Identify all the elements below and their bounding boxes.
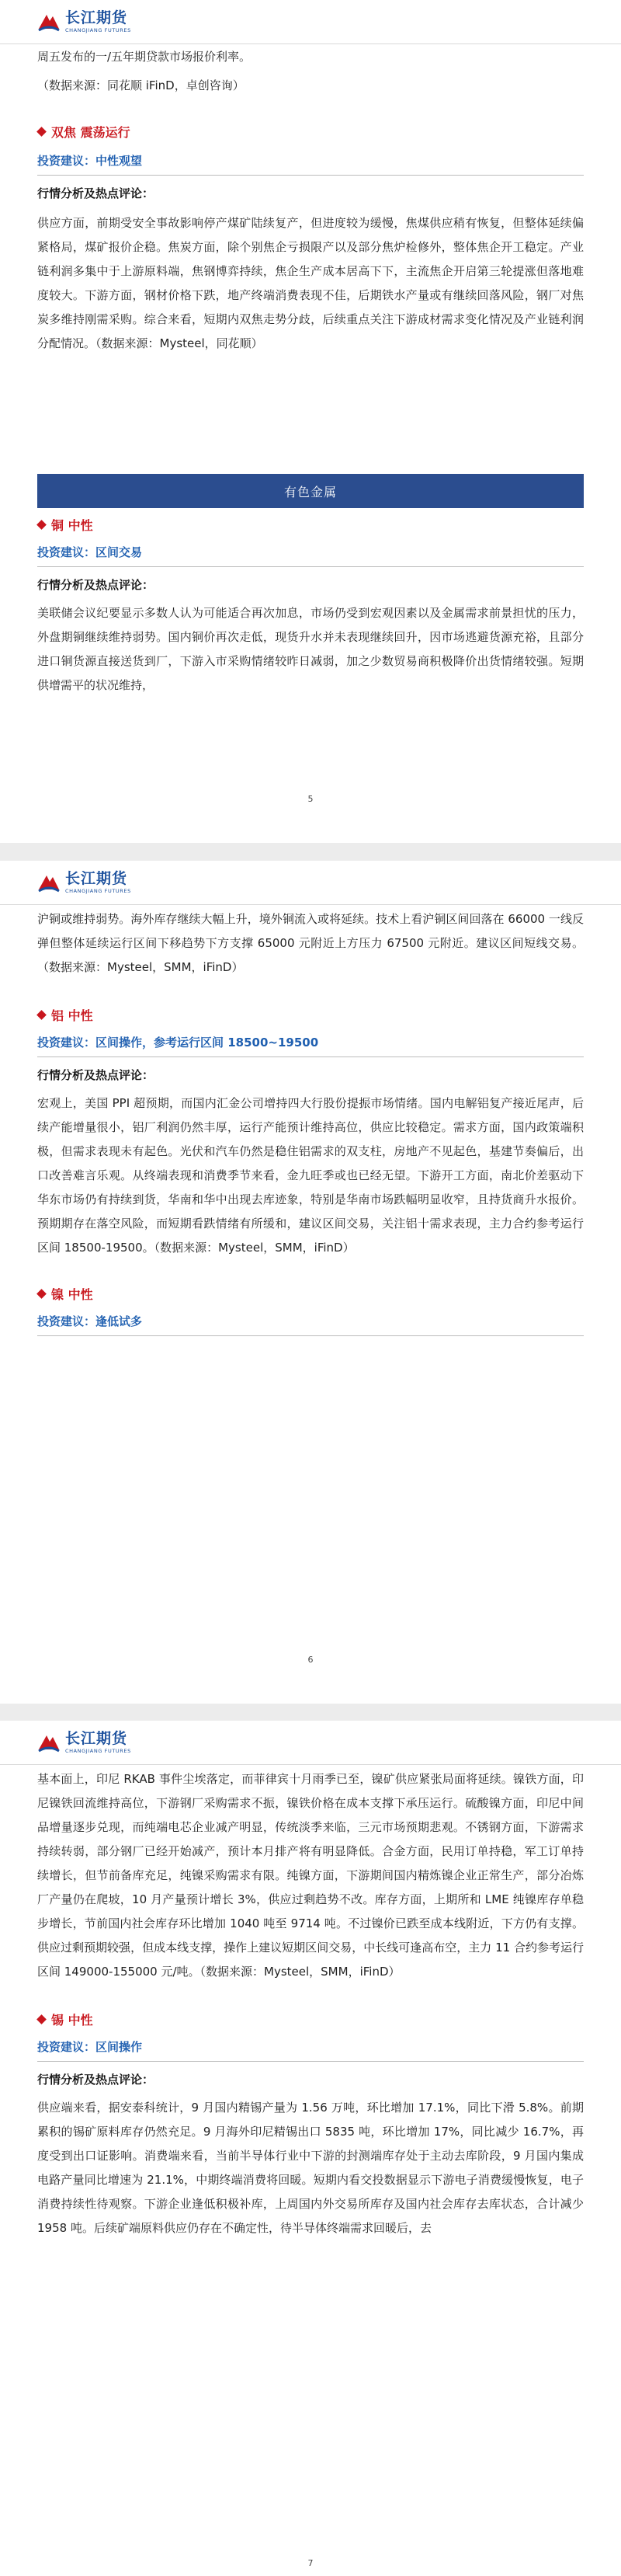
diamond-bullet-icon	[36, 127, 47, 137]
coke-analysis-text: 供应方面，前期受安全事故影响停产煤矿陆续复产，但进度较为缓慢，焦煤供应稍有恢复，但整体延续偏紧格局，煤矿报价企稳。焦炭方面，除个别焦企亏损限产以及部分焦炉检修外，整体焦企开工稳定。产业链利润多集中于上游原料端，焦钢博弈持续，焦企生产成本居高下下，主流焦企开启第三轮提涨但落地难度较大。下游方面，钢材价格下跌，地产终端消费表现不佳，后期铁水产量或有继续回落风险，钢厂对焦炭多维持刚需采购。综合来看，短期内双焦走势分歧，后续重点关注下游成材需求变化情况及产业链利润分配情况。（数据来源：Mysteel，同花顺）	[37, 216, 584, 350]
logo-name-cn: 长江期货	[65, 1729, 128, 1747]
tin-investment-advice: 投资建议：区间操作	[37, 2040, 143, 2054]
pdf-page-6	[0, 861, 621, 1704]
copper-analysis-text: 美联储会议纪要显示多数人认为可能适合再次加息，市场仍受到宏观因素以及金属需求前景担忧的压力，外盘期铜继续维持弱势。国内铜价再次走低，现货升水并未表现继续回升，因市场逃避货源充裕，且部分进口铜货源直接送货到厂，下游入市采购情绪较昨日减弱，加之少数贸易商积极降价出货情绪较强。短期供增需平的状况维持，	[37, 606, 584, 692]
logo-mark-icon	[37, 10, 61, 33]
section-banner-nonferrous: 有色金属	[37, 474, 584, 508]
page-number: 7	[307, 2558, 314, 2568]
logo-name-en: CHANGJIANG FUTURES	[65, 887, 131, 894]
diamond-bullet-icon	[36, 1289, 47, 1299]
divider	[37, 174, 584, 176]
tin-analysis-text: 供应端来看，据安泰科统计，9 月国内精锡产量为 1.56 万吨，环比增加 17.1%，同比下滑 5.8%。前期累积的锡矿原料库存仍然充足。9 月海外印尼精锡出口 5835 吨，环比增加 17%，同比减少 16.7%，再度受到出口证影响。消费端来看，当前半导体行业中下游的封测端库存处于主动去库阶段，9 月国内集成电路产量同比增速为 21.1%，中期终端消费将回暖。短期内看交投数据显示下游电子消费缓慢恢复，电子消费持续性待观察。下游企业逢低积极补库，上周国内外交易所库存及国内社会库存去库状态，合计减少 1958 吨。后续矿端原料供应仍存在不确定性，待半导体终端需求回暖后，去	[37, 2101, 584, 2235]
logo-name-en: CHANGJIANG FUTURES	[65, 26, 131, 33]
aluminum-investment-advice: 投资建议：区间操作，参考运行区间 18500~19500	[37, 1036, 319, 1050]
coke-investment-advice: 投资建议：中性观望	[37, 154, 143, 168]
divider	[37, 2060, 584, 2062]
logo-name-en: CHANGJIANG FUTURES	[65, 1747, 131, 1754]
aluminum-section-title: 铝 中性	[37, 1003, 584, 1026]
coke-section-title: 双焦 震荡运行	[37, 120, 584, 143]
copper-section-title: 铜 中性	[37, 513, 584, 536]
copper-investment-advice: 投资建议：区间交易	[37, 545, 143, 559]
intro-source: （数据来源：同花顺 iFinD，卓创咨询）	[37, 78, 245, 92]
company-logo	[37, 1730, 131, 1755]
divider	[37, 1335, 584, 1336]
diamond-bullet-icon	[36, 520, 47, 530]
coke-analysis-label: 行情分析及热点评论：	[37, 186, 154, 200]
company-logo	[37, 9, 131, 34]
logo-name-cn: 长江期货	[65, 9, 128, 26]
aluminum-analysis-text: 宏观上，美国 PPI 超预期，而国内汇金公司增持四大行股份提振市场情绪。国内电解铝复产接近尾声，后续产能增量很小，铝厂利润仍然丰厚，运行产能预计维持高位，供应比较稳定。需求方面，国内政策端积极，但需求表现未有起色。光伏和汽车仍然是稳住铝需求的双支柱，房地产不见起色，基建节奏偏后，出口改善难言乐观。从终端表现和消费季节来看，金九旺季或也已经无望。下游开工方面，南北价差驱动下华东市场仍有持续到货，华南和华中出现去库迹象，特别是华南市场跌幅明显收窄，且持货商升水报价。预期期存在落空风险，而短期看跌情绪有所缓和，建议区间交易，关注铝十需求表现，主力合约参考运行区间 18500-19500。（数据来源：Mysteel，SMM，iFinD）	[37, 1096, 584, 1255]
page-header	[0, 0, 621, 44]
company-logo	[37, 870, 131, 895]
aluminum-analysis-label: 行情分析及热点评论：	[37, 1068, 154, 1082]
logo-mark-icon	[37, 1731, 61, 1754]
page-header	[0, 861, 621, 905]
logo-mark-icon	[37, 871, 61, 894]
copper-analysis-continued: 沪铜或维持弱势。海外库存继续大幅上升，境外铜流入或将延续。技术上看沪铜区间回落在 66000 一线反弹但整体延续运行区间下移趋势下方支撑 65000 元附近上方压力 67500 元附近。建议区间短线交易。（数据来源：Mysteel，SMM，iFinD）	[37, 912, 584, 974]
tin-analysis-label: 行情分析及热点评论：	[37, 2073, 154, 2087]
nickel-section-title: 镍 中性	[37, 1282, 584, 1305]
nickel-analysis-continued: 基本面上，印尼 RKAB 事件尘埃落定，而菲律宾十月雨季已至，镍矿供应紧张局面将延续。镍铁方面，印尼镍铁回流维持高位，下游钢厂采购需求不振，镍铁价格在成本支撑下承压运行。硫酸镍方面，印尼中间品增量逐步兑现，而纯端电芯企业减产明显，传统淡季来临，三元市场预期悲观。不锈钢方面，下游需求持续转弱，部分钢厂已经开始减产，预计本月排产将有明显降低。合金方面，民用订单持稳，军工订单持续增长，但节前备库充足，纯镍采购需求有限。纯镍方面，下游期间国内精炼镍企业正常生产，部分冶炼厂产量仍在爬坡，10 月产量预计增长 3%，供应过剩趋势不改。库存方面，上期所和 LME 纯镍库存单稳步增长，节前国内社会库存环比增加 1040 吨至 9714 吨。不过镍价已跌至成本线附近，下方仍有支撑。供应过剩预期较强，但成本线支撑，操作上建议短期区间交易，中长线可逢高布空，主力 11 合约参考运行区间 149000-155000 元/吨。（数据来源：Mysteel，SMM，iFinD）	[37, 1772, 584, 1979]
logo-name-cn: 长江期货	[65, 869, 128, 887]
pdf-page-7	[0, 1721, 621, 2576]
pdf-page-5	[0, 0, 621, 843]
nickel-investment-advice: 投资建议：逢低试多	[37, 1314, 143, 1328]
copper-analysis-label: 行情分析及热点评论：	[37, 578, 154, 592]
intro-line: 周五发布的一/五年期贷款市场报价利率。	[37, 50, 252, 64]
divider	[37, 1056, 584, 1057]
divider	[37, 566, 584, 567]
page-number: 6	[307, 1655, 314, 1665]
page-number: 5	[307, 794, 314, 804]
tin-section-title: 锡 中性	[37, 2007, 584, 2031]
diamond-bullet-icon	[36, 1010, 47, 1020]
diamond-bullet-icon	[36, 2014, 47, 2024]
page-header	[0, 1721, 621, 1765]
